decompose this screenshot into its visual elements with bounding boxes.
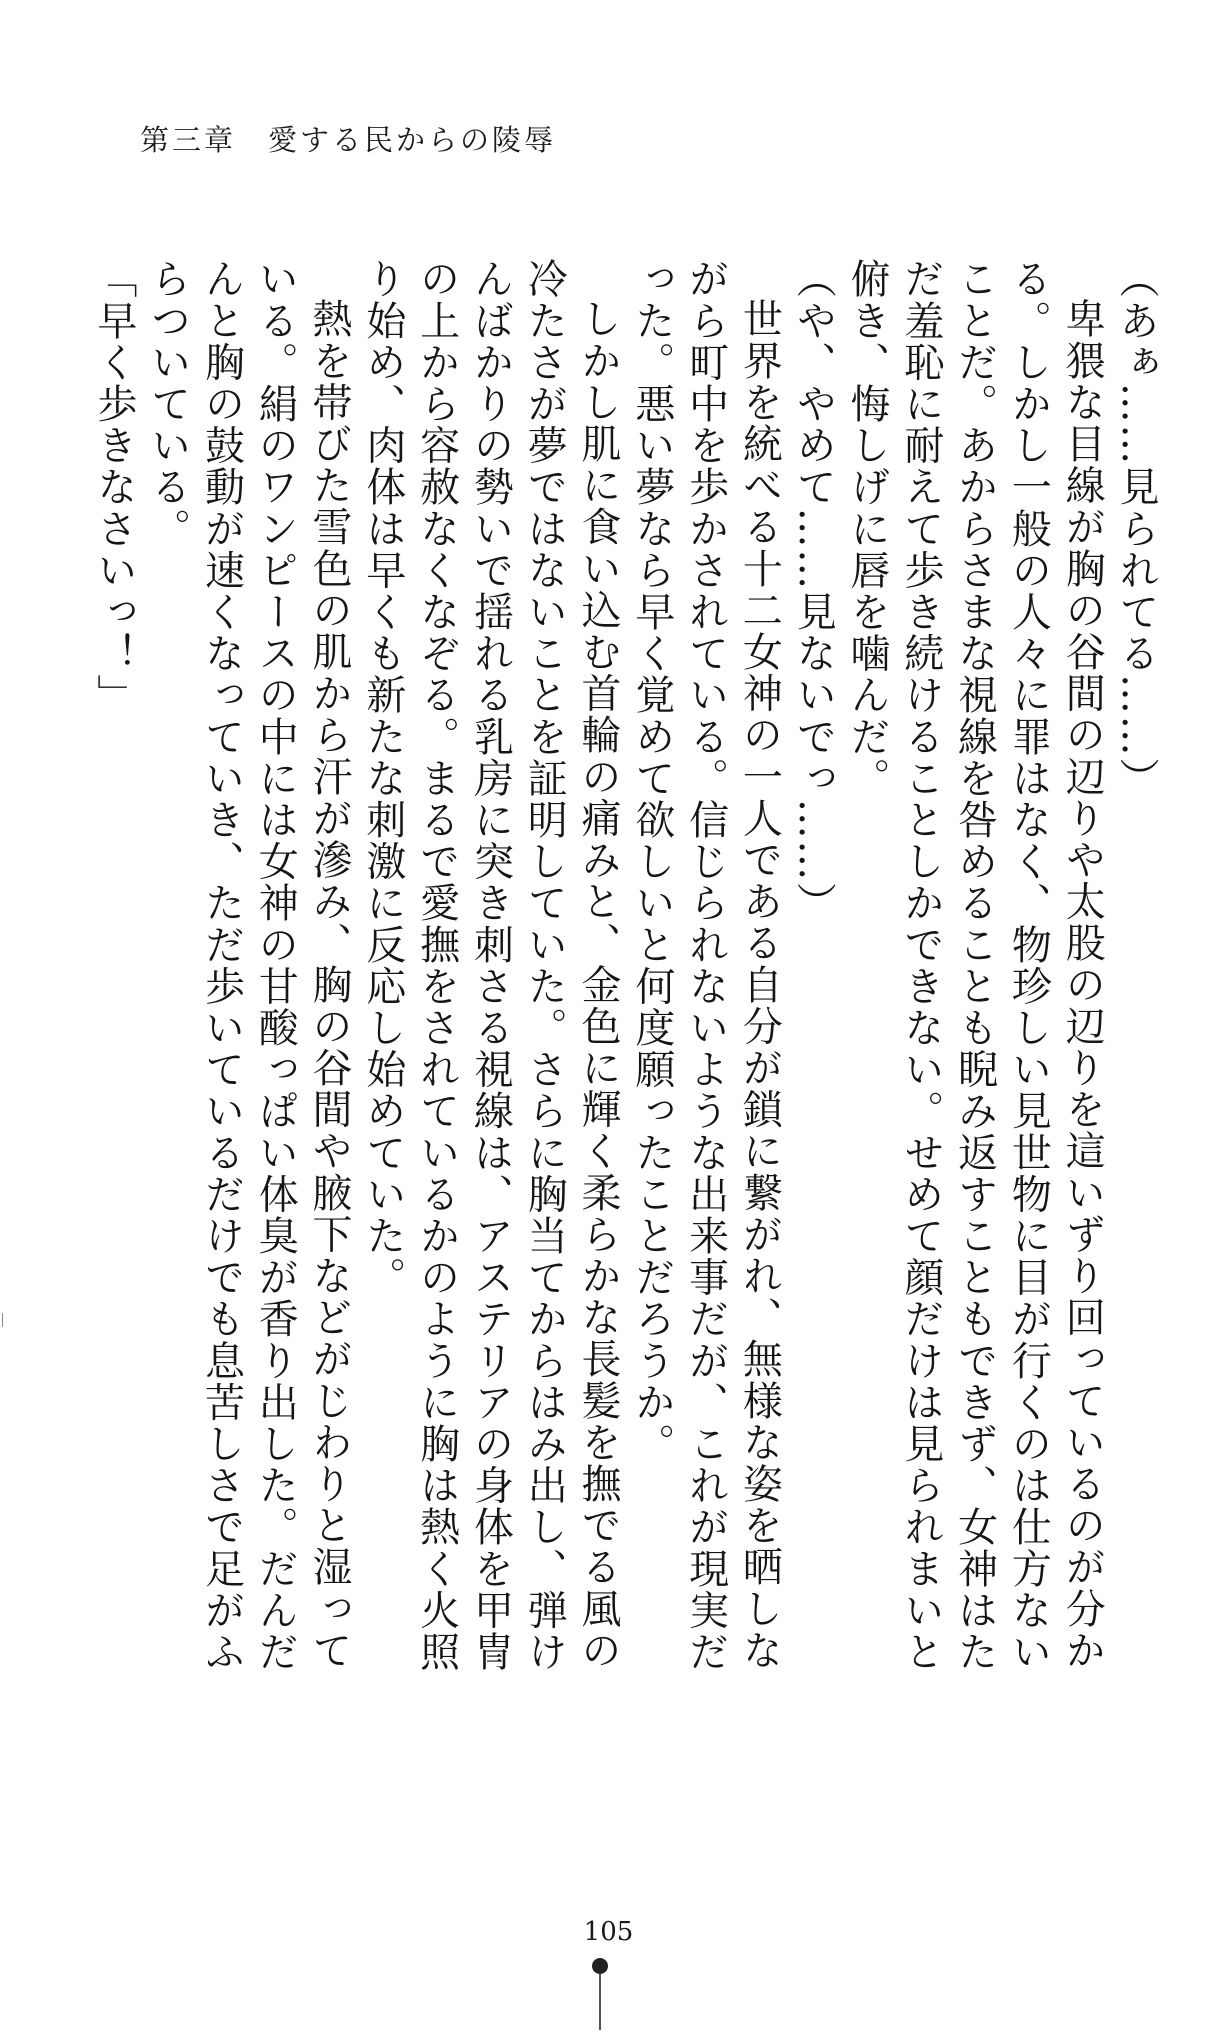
dialogue-line: （や、やめて……見ないでっ……） <box>790 258 837 924</box>
paragraph: しかし肌に食い込む首輪の痛みと、金色に輝く柔らかな長髪を撫でる風の冷たさが夢ではないことを証明していた。さらに胸当てからはみ出し、弾けんばかりの勢いで揺れる乳房に突き刺さる視線は、アステリアの身体を甲冑の上から容赦なくなぞる。まるで愛撫をされているかのように胸は熱く火照り始め、肉体は早くも新たな刺激に反応し始めていた。 <box>359 258 622 1673</box>
paragraph: 熱を帯びた雪色の肌から汗が滲み、胸の谷間や腋下などがじわりと湿っている。絹のワンピースの中には女神の甘酸っぱい体臭が香り出した。だんだんと胸の鼓動が速くなっていき、ただ歩いているだけでも息苦しさで足がふらついている。 <box>144 258 353 1673</box>
page-marker-dot <box>592 1958 608 1974</box>
dialogue-line: 「早く歩きなさいっ！」 <box>90 258 137 716</box>
dialogue-line: （あぁ……見られてる……） <box>1113 258 1159 799</box>
margin-tick <box>2 1313 3 1327</box>
body-text <box>90 258 1162 1688</box>
chapter-title: 第三章 愛する民からの陵辱 <box>140 123 557 157</box>
paragraph: 卑猥な目線が胸の谷間の辺りや太股の辺りを這いずり回っているのが分かる。しかし一般の人々に罪はなく、物珍しい見世物に目が行くのは仕方ないことだ。あからさまな視線を咎めることも睨み返すこともできず、女神はただ羞恥に耐えて歩き続けることしかできない。せめて顔だけは見られまいと俯き、悔しげに唇を噛んだ。 <box>844 258 1106 1673</box>
paragraph: 世界を統べる十二女神の一人である自分が鎖に繋がれ、無様な姿を晒しながら町中を歩かされている。信じられないような出来事だが、これが現実だった。悪い夢なら早く覚めて欲しいと何度願ったことだろうか。 <box>628 258 783 1673</box>
page-number: 105 <box>583 1917 634 1947</box>
page-marker-line <box>599 1974 601 2030</box>
